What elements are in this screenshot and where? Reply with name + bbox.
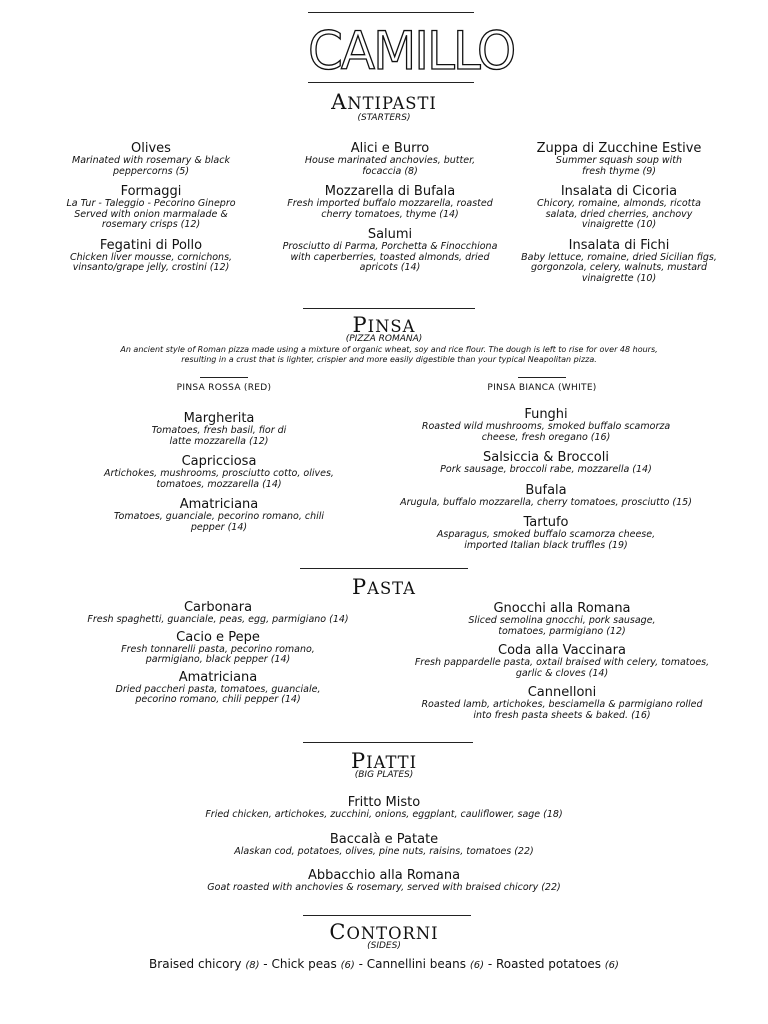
menu-item — [412, 643, 712, 679]
item-desc: Dried paccheri pasta, tomatoes, guanciale, pecorino romano, chili pepper (14) — [115, 683, 321, 705]
menu-item — [390, 483, 702, 509]
pinsa-rossa-list — [88, 411, 350, 540]
item-name: Fritto Misto — [347, 795, 421, 810]
menu-item — [412, 685, 712, 721]
pinsa-bianca-list — [390, 407, 702, 558]
menu-item — [88, 497, 350, 533]
antipasti-col-3 — [520, 141, 718, 291]
item-desc: Chicken liver mousse, cornichons, vinsanto/grape jelly, crostini (12) — [69, 251, 233, 273]
pinsa-bianca-heading: PINSA BIANCA (WHITE) — [487, 383, 597, 393]
item-desc: Sliced semolina gnocchi, pork sausage, tomatoes, parmigiano (12) — [468, 615, 656, 637]
item-desc: Asparagus, smoked buffalo scamorza cheese, imported Italian black truffles (19) — [436, 529, 656, 551]
item-desc: Roasted lamb, artichokes, besciamella & parmigiano rolled into fresh pasta sheets & baked. (16) — [421, 699, 703, 721]
item-name: Carbonara — [183, 600, 253, 615]
piatti-subtitle: (BIG PLATES) — [354, 770, 414, 780]
antipasti-subtitle: (STARTERS) — [357, 113, 411, 123]
side-separator: - — [259, 957, 272, 971]
item-desc: Fresh imported buffalo mozzarella, roasted cherry tomatoes, thyme (14) — [287, 198, 493, 220]
item-desc: Fried chicken, artichokes, zucchini, onions, eggplant, cauliflower, sage (18) — [205, 809, 563, 820]
item-desc: Summer squash soup with fresh thyme (9) — [555, 155, 683, 177]
side-price: (6) — [604, 960, 619, 971]
menu-item — [55, 184, 247, 231]
piatti-title: PIATTI — [350, 749, 418, 773]
item-name: Capricciosa — [181, 454, 257, 469]
item-name: Insalata di Cicoria — [560, 184, 678, 199]
menu-item — [390, 450, 702, 476]
logo — [308, 12, 515, 84]
pinsa-intro: An ancient style of Roman pizza made using a mixture of organic wheat, soy and rice flour. The dough is left to rise for over 48 hours, resulting in a crust that is lighter, crispier and more easily digestible than your typical Neapolitan pizza. — [120, 345, 658, 364]
side-name: Braised chicory — [149, 957, 242, 971]
item-desc: Arugula, buffalo mozzarella, cherry tomatoes, prosciutto (15) — [400, 496, 692, 508]
item-name: Bufala — [525, 482, 567, 498]
antipasti-title: ANTIPASTI — [331, 90, 437, 114]
piatti-list — [134, 795, 634, 901]
item-desc: Prosciutto di Parma, Porchetta & Finocchiona with caperberries, toasted almonds, dried apricots (14) — [282, 241, 498, 273]
section-divider — [303, 308, 475, 309]
side-price: (8) — [245, 960, 260, 971]
item-desc: Tomatoes, guanciale, pecorino romano, chili pepper (14) — [113, 511, 325, 533]
menu-item — [520, 141, 718, 177]
item-desc: Baby lettuce, romaine, dried Sicilian figs, gorgonzola, celery, walnuts, mustard vinaigrette (10) — [521, 251, 717, 284]
item-name: Amatriciana — [178, 669, 258, 685]
contorni-title: CONTORNI — [329, 920, 439, 944]
menu-item — [520, 184, 718, 231]
side-name: Roasted potatoes — [495, 957, 601, 971]
item-name: Tartufo — [523, 515, 569, 530]
menu-item — [134, 868, 634, 894]
item-desc: Artichokes, mushrooms, prosciutto cotto, olives, tomatoes, mozzarella (14) — [104, 468, 334, 490]
item-name: Salumi — [367, 227, 413, 242]
menu-item — [272, 227, 508, 274]
item-name: Fegatini di Pollo — [99, 237, 203, 253]
pinsa-subtitle: (PIZZA ROMANA) — [345, 334, 423, 344]
menu-item — [520, 238, 718, 285]
menu-item — [412, 601, 712, 637]
menu-item — [68, 670, 368, 706]
side-separator: - — [484, 957, 496, 971]
item-desc: Marinated with rosemary & black peppercorns (5) — [72, 155, 230, 177]
logo-top-rule — [308, 12, 474, 13]
side-price: (6) — [469, 960, 485, 971]
item-name: Baccalà e Patate — [329, 831, 439, 847]
item-desc: Goat roasted with anchovies & rosemary, served with braised chicory (22) — [207, 882, 561, 893]
item-name: Margherita — [183, 411, 255, 426]
side-separator: - — [354, 957, 367, 971]
item-name: Formaggi — [120, 184, 182, 199]
item-name: Salsiccia & Broccoli — [483, 450, 609, 465]
side-name: Cannellini beans — [366, 957, 467, 971]
sides-list — [84, 956, 684, 974]
pasta-right-list — [412, 601, 712, 728]
logo-text: CAMILLO — [308, 20, 515, 82]
pinsa-title: PINSA — [352, 313, 416, 337]
contorni-subtitle: (SIDES) — [367, 941, 401, 951]
item-name: Olives — [131, 141, 171, 156]
menu-item — [88, 411, 350, 447]
item-desc: House marinated anchovies, butter, focaccia (8) — [304, 155, 476, 177]
item-desc: Fresh tonnarelli pasta, pecorino romano, parmigiano, black pepper (14) — [121, 643, 315, 665]
item-name: Coda alla Vaccinara — [498, 643, 626, 658]
pinsa-rossa-heading: PINSA ROSSA (RED) — [176, 383, 272, 393]
menu-item — [55, 238, 247, 274]
item-name: Cacio e Pepe — [176, 629, 260, 645]
rossa-rule — [200, 377, 248, 378]
menu-item — [68, 630, 368, 666]
item-name: Cannelloni — [527, 685, 597, 700]
section-divider — [303, 915, 471, 916]
item-name: Mozzarella di Bufala — [324, 184, 456, 199]
pasta-left-list — [68, 600, 368, 713]
item-desc: Chicory, romaine, almonds, ricotta salata, dried cherries, anchovy vinaigrette (10) — [537, 198, 701, 230]
menu-item — [134, 795, 634, 821]
item-desc: Fresh spaghetti, guanciale, peas, egg, parmigiano (14) — [87, 614, 349, 625]
section-divider — [303, 742, 473, 743]
item-name: Gnocchi alla Romana — [493, 601, 631, 616]
section-divider — [300, 568, 468, 569]
side-name: Chick peas — [271, 957, 337, 971]
side-price: (6) — [340, 960, 355, 971]
item-name: Funghi — [524, 407, 568, 422]
bianca-rule — [518, 377, 566, 378]
logo-bottom-rule — [308, 82, 474, 83]
item-desc: Alaskan cod, potatoes, olives, pine nuts, raisins, tomatoes (22) — [234, 845, 534, 857]
pasta-title: PASTA — [352, 575, 416, 599]
item-name: Amatriciana — [179, 497, 259, 512]
menu-item — [88, 454, 350, 490]
menu-item — [272, 184, 508, 220]
menu-item — [272, 141, 508, 177]
menu-item — [134, 832, 634, 858]
item-desc: Roasted wild mushrooms, smoked buffalo scamorza cheese, fresh oregano (16) — [421, 421, 671, 443]
item-desc: Tomatoes, fresh basil, fior di latte mozzarella (12) — [151, 425, 287, 447]
item-name: Zuppa di Zucchine Estive — [536, 141, 702, 156]
item-name: Insalata di Fichi — [568, 237, 670, 253]
item-desc: Fresh pappardelle pasta, oxtail braised with celery, tomatoes, garlic & cloves (14) — [414, 657, 710, 679]
menu-item — [68, 600, 368, 626]
item-name: Abbacchio alla Romana — [307, 868, 461, 883]
item-desc: La Tur - Taleggio - Pecorino Ginepro Served with onion marmalade & rosemary crisps (12) — [66, 198, 236, 230]
menu-item — [390, 515, 702, 551]
menu-item — [55, 141, 247, 177]
menu-item — [390, 407, 702, 443]
item-name: Alici e Burro — [350, 141, 430, 156]
antipasti-col-2 — [272, 141, 508, 281]
item-desc: Pork sausage, broccoli rabe, mozzarella (14) — [440, 464, 652, 475]
antipasti-col-1 — [55, 141, 247, 281]
